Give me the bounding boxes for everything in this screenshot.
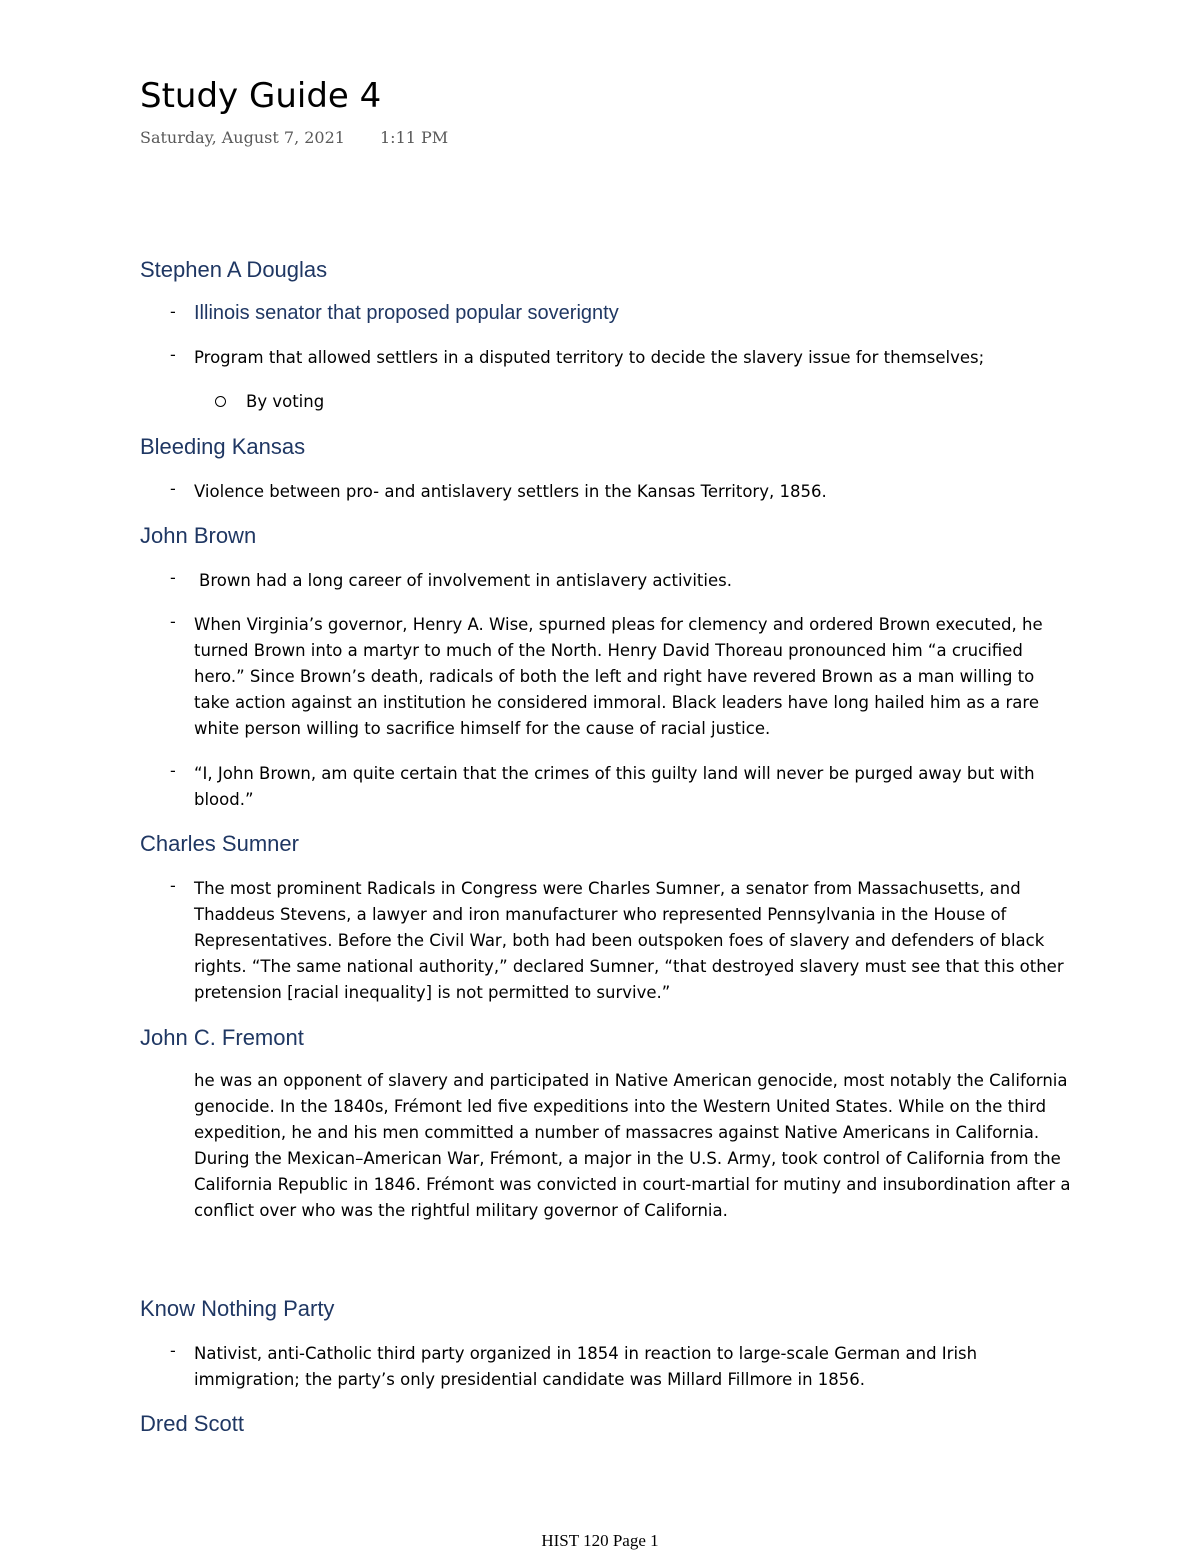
list-item: Illinois senator that proposed popular soverignty (194, 302, 619, 324)
section-heading-sumner: Charles Sumner (140, 831, 299, 856)
page-footer: HIST 120 Page 1 (541, 1531, 659, 1550)
list-item: The most prominent Radicals in Congress were Charles Sumner, a senator from Massachusetts, and Thaddeus Stevens, a lawyer and iron manufacturer who represented Pennsylvania in the House of Representatives. Before the Civil War, both had been outspoken foes of slavery and defenders of black rights. “The same national authority,” declared Sumner, “that destroyed slavery must see that this other pretension [racial inequality] is not permitted to survive.” (194, 879, 1064, 1002)
bullet-dash: - (170, 302, 176, 321)
bullet-dash: - (170, 345, 176, 364)
paragraph: he was an opponent of slavery and participated in Native American genocide, most notably the California genocide. In the 1840s, Frémont led five expeditions into the Western United States. While on the third expedition, he and his men committed a number of massacres against Native Americans in California. During the Mexican–American War, Frémont, a major in the U.S. Army, took control of California from the California Republic in 1846. Frémont was convicted in court-martial for mutiny and insubordination after a conflict over who was the rightful military governor of California. (194, 1071, 1071, 1220)
list-item: When Virginia’s governor, Henry A. Wise, spurned pleas for clemency and ordered Brown executed, he turned Brown into a martyr to much of the North. Henry David Thoreau pronounced him “a crucified hero.” Since Brown’s death, radicals of both the left and right have revered Brown as a man willing to take action against an institution he considered immoral. Black leaders have long hailed him as a rare white person willing to sacrifice himself for the cause of racial justice. (194, 615, 1043, 738)
section-heading-douglas: Stephen A Douglas (140, 257, 328, 282)
list-item: “I, John Brown, am quite certain that the crimes of this guilty land will never be purged away but with blood.” (194, 764, 1035, 809)
section-heading-knownothing: Know Nothing Party (140, 1296, 335, 1321)
bullet-circle (215, 396, 226, 407)
section-heading-kansas: Bleeding Kansas (140, 434, 306, 459)
bullet-dash: - (170, 761, 176, 780)
bullet-dash: - (170, 612, 176, 631)
list-item: Program that allowed settlers in a disputed territory to decide the slavery issue for themselves; (194, 348, 985, 367)
list-item: Nativist, anti-Catholic third party organized in 1854 in reaction to large-scale German and Irish immigration; the party’s only presidential candidate was Millard Fillmore in 1856. (194, 1344, 978, 1389)
section-heading-fremont: John C. Fremont (140, 1025, 304, 1050)
page-time: 1:11 PM (380, 128, 449, 147)
list-item: Brown had a long career of involvement in antislavery activities. (199, 571, 732, 590)
list-item: By voting (246, 392, 325, 411)
page-title: Study Guide 4 (140, 76, 382, 116)
section-heading-dredscott: Dred Scott (140, 1411, 244, 1436)
list-item: Violence between pro- and antislavery settlers in the Kansas Territory, 1856. (194, 482, 827, 501)
bullet-dash: - (170, 876, 176, 895)
section-heading-brown: John Brown (140, 523, 257, 548)
bullet-dash: - (170, 479, 176, 498)
bullet-dash: - (170, 1341, 176, 1360)
bullet-dash: - (170, 568, 176, 587)
page-date: Saturday, August 7, 2021 (140, 128, 345, 147)
